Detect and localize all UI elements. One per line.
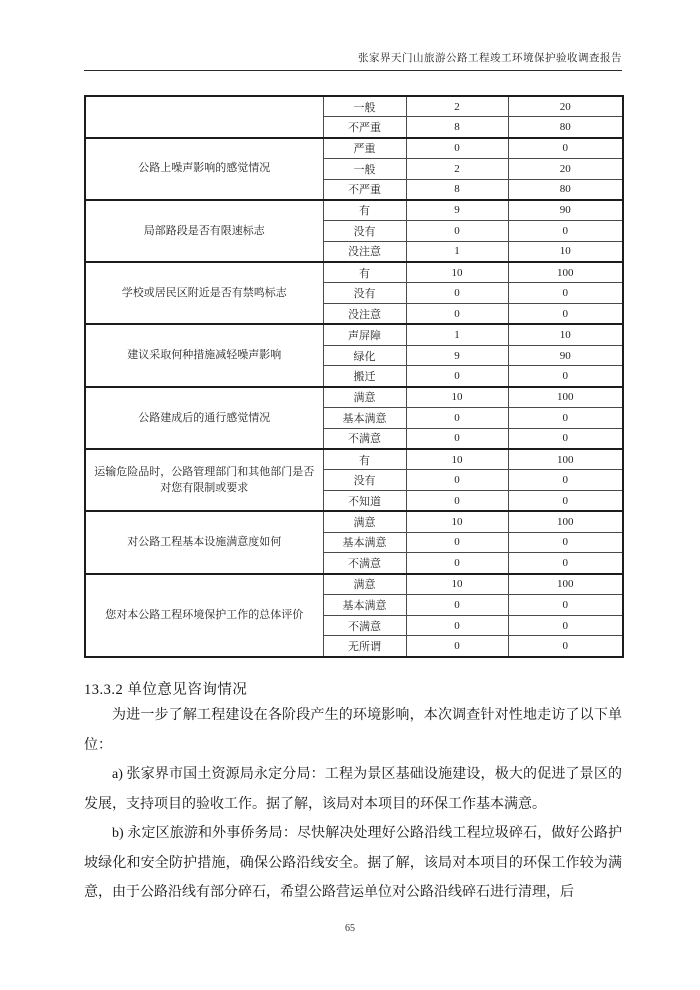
respondent-count-cell: 10	[406, 511, 508, 532]
answer-option-cell: 基本满意	[323, 407, 406, 428]
respondent-count-cell: 1	[406, 241, 508, 262]
answer-option-cell: 有	[323, 262, 406, 283]
table-row	[85, 262, 623, 283]
percentage-cell: 0	[508, 615, 623, 636]
percentage-cell: 0	[508, 221, 623, 242]
percentage-cell: 0	[508, 428, 623, 449]
answer-option-cell: 没注意	[323, 304, 406, 325]
answer-option-cell: 有	[323, 449, 406, 470]
percentage-cell: 0	[508, 532, 623, 553]
table-row	[85, 449, 623, 470]
percentage-cell: 80	[508, 179, 623, 200]
answer-option-cell: 没有	[323, 283, 406, 304]
answer-option-cell: 搬迁	[323, 366, 406, 387]
respondent-count-cell: 2	[406, 96, 508, 117]
answer-option-cell: 基本满意	[323, 532, 406, 553]
respondent-count-cell: 0	[406, 428, 508, 449]
percentage-cell: 10	[508, 241, 623, 262]
respondent-count-cell: 8	[406, 117, 508, 138]
percentage-cell: 100	[508, 449, 623, 470]
table-row	[85, 511, 623, 532]
percentage-cell: 20	[508, 158, 623, 179]
percentage-cell: 0	[508, 470, 623, 491]
respondent-count-cell: 0	[406, 636, 508, 657]
answer-option-cell: 满意	[323, 574, 406, 595]
respondent-count-cell: 0	[406, 304, 508, 325]
percentage-cell: 0	[508, 491, 623, 512]
answer-option-cell: 无所谓	[323, 636, 406, 657]
page-footer	[0, 923, 700, 934]
percentage-cell: 20	[508, 96, 623, 117]
table-row	[85, 96, 623, 117]
respondent-count-cell: 0	[406, 138, 508, 159]
respondent-count-cell: 10	[406, 262, 508, 283]
respondent-count-cell: 2	[406, 158, 508, 179]
percentage-cell: 0	[508, 138, 623, 159]
question-label-cell: 对公路工程基本设施满意度如何	[85, 511, 323, 573]
section-heading: 13.3.2 单位意见咨询情况	[84, 682, 248, 698]
respondent-count-cell: 9	[406, 345, 508, 366]
question-label-cell: 学校或居民区附近是否有禁鸣标志	[85, 262, 323, 324]
paragraph-item-b: b) 永定区旅游和外事侨务局：尽快解决处理好公路沿线工程垃圾碎石，做好公路护坡绿化和安全防护措施，确保公路沿线安全。据了解，该局对本项目的环保工作较为满意，由于公路沿线有部分碎石，希望公路营运单位对公路沿线碎石进行清理，后	[84, 826, 622, 900]
percentage-cell: 80	[508, 117, 623, 138]
running-header	[84, 52, 622, 71]
percentage-cell: 0	[508, 553, 623, 574]
question-label-cell: 公路建成后的通行感觉情况	[85, 387, 323, 449]
answer-option-cell: 绿化	[323, 345, 406, 366]
table-row	[85, 324, 623, 345]
question-label-cell: 局部路段是否有限速标志	[85, 200, 323, 262]
answer-option-cell: 没注意	[323, 241, 406, 262]
table-row	[85, 200, 623, 221]
answer-option-cell: 满意	[323, 387, 406, 408]
answer-option-cell: 不严重	[323, 179, 406, 200]
question-label-cell: 公路上噪声影响的感觉情况	[85, 138, 323, 200]
answer-option-cell: 不满意	[323, 428, 406, 449]
percentage-cell: 100	[508, 511, 623, 532]
question-label-cell: 建议采取何种措施减轻噪声影响	[85, 324, 323, 386]
percentage-cell: 0	[508, 283, 623, 304]
answer-option-cell: 严重	[323, 138, 406, 159]
respondent-count-cell: 0	[406, 407, 508, 428]
percentage-cell: 90	[508, 200, 623, 221]
answer-option-cell: 不严重	[323, 117, 406, 138]
survey-results-table	[84, 95, 624, 658]
percentage-cell: 0	[508, 636, 623, 657]
paragraph-item-a: a) 张家界市国土资源局永定分局：工程为景区基础设施建设，极大的促进了景区的发展，支持项目的验收工作。据了解，该局对本项目的环保工作基本满意。	[84, 767, 622, 812]
respondent-count-cell: 0	[406, 221, 508, 242]
percentage-cell: 100	[508, 574, 623, 595]
percentage-cell: 100	[508, 262, 623, 283]
respondent-count-cell: 0	[406, 491, 508, 512]
answer-option-cell: 有	[323, 200, 406, 221]
percentage-cell: 10	[508, 324, 623, 345]
respondent-count-cell: 8	[406, 179, 508, 200]
percentage-cell: 0	[508, 594, 623, 615]
answer-option-cell: 不知道	[323, 491, 406, 512]
table-row	[85, 387, 623, 408]
running-header-title: 张家界天门山旅游公路工程竣工环境保护验收调查报告	[358, 53, 622, 64]
answer-option-cell: 没有	[323, 221, 406, 242]
respondent-count-cell: 0	[406, 553, 508, 574]
answer-option-cell: 不满意	[323, 553, 406, 574]
respondent-count-cell: 10	[406, 574, 508, 595]
question-label-cell: 运输危险品时，公路管理部门和其他部门是否对您有限制或要求	[85, 449, 323, 511]
question-label-cell	[85, 96, 323, 138]
table-row	[85, 138, 623, 159]
paragraph-intro: 为进一步了解工程建设在各阶段产生的环境影响，本次调查针对性地走访了以下单位：	[84, 708, 622, 753]
percentage-cell: 90	[508, 345, 623, 366]
section-body	[84, 701, 622, 908]
answer-option-cell: 没有	[323, 470, 406, 491]
percentage-cell: 0	[508, 304, 623, 325]
respondent-count-cell: 9	[406, 200, 508, 221]
question-label-cell: 您对本公路工程环境保护工作的总体评价	[85, 574, 323, 657]
percentage-cell: 0	[508, 407, 623, 428]
answer-option-cell: 不满意	[323, 615, 406, 636]
respondent-count-cell: 0	[406, 283, 508, 304]
respondent-count-cell: 10	[406, 387, 508, 408]
respondent-count-cell: 0	[406, 532, 508, 553]
respondent-count-cell: 1	[406, 324, 508, 345]
table-row	[85, 574, 623, 595]
answer-option-cell: 一般	[323, 96, 406, 117]
respondent-count-cell: 0	[406, 366, 508, 387]
respondent-count-cell: 0	[406, 470, 508, 491]
page-number: 65	[345, 923, 355, 934]
respondent-count-cell: 0	[406, 615, 508, 636]
respondent-count-cell: 10	[406, 449, 508, 470]
answer-option-cell: 满意	[323, 511, 406, 532]
percentage-cell: 0	[508, 366, 623, 387]
answer-option-cell: 基本满意	[323, 594, 406, 615]
percentage-cell: 100	[508, 387, 623, 408]
answer-option-cell: 一般	[323, 158, 406, 179]
answer-option-cell: 声屏障	[323, 324, 406, 345]
respondent-count-cell: 0	[406, 594, 508, 615]
